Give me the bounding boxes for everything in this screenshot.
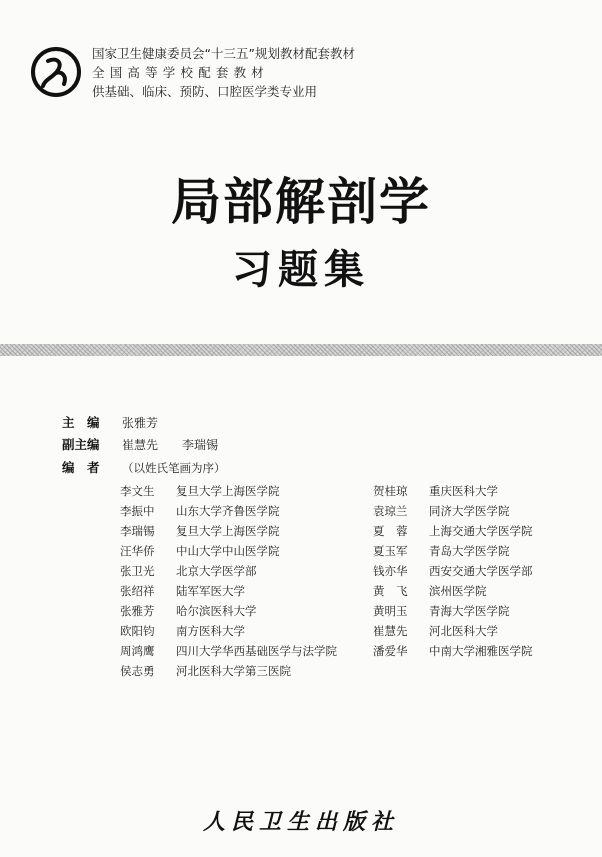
editor-name: 李振中	[120, 504, 155, 518]
editor-affiliation: 中山大学中山医学院	[176, 544, 280, 558]
editor-affiliation: 滨州医学院	[429, 584, 487, 598]
editor-affiliation: 同济大学医学院	[429, 504, 510, 518]
editor-affiliation: 北京大学医学部	[176, 564, 257, 578]
editors-order-note: （以姓氏笔画为序）	[121, 461, 226, 475]
editor-list-left	[120, 481, 337, 681]
series-line-2: 全国高等学校配套教材	[92, 65, 270, 80]
editor-list-right	[373, 481, 533, 661]
chief-editor-label: 主 编	[62, 415, 100, 430]
editor-entry	[120, 501, 337, 521]
editor-entry	[120, 661, 337, 681]
editor-name: 袁琼兰	[373, 504, 408, 518]
editor-affiliation: 中南大学湘雅医学院	[429, 644, 533, 658]
editor-affiliation: 山东大学齐鲁医学院	[176, 504, 280, 518]
editor-name: 李文生	[120, 484, 155, 498]
editors-row	[62, 458, 225, 476]
editor-entry	[120, 641, 337, 661]
editor-name: 侯志勇	[120, 664, 155, 678]
editor-affiliation: 青岛大学医学院	[429, 544, 510, 558]
editor-entry	[373, 641, 533, 661]
editor-name: 贺桂琼	[373, 484, 408, 498]
editor-affiliation: 复旦大学上海医学院	[176, 524, 280, 538]
associate-editor-name: 崔慧先	[121, 438, 158, 452]
editor-entry	[373, 521, 533, 541]
editor-name: 欧阳钧	[120, 624, 155, 638]
editor-affiliation: 陆军军医大学	[176, 584, 245, 598]
editor-affiliation: 青海大学医学院	[429, 604, 510, 618]
editor-entry	[120, 521, 337, 541]
editor-entry	[373, 561, 533, 581]
chief-editor-row	[62, 413, 158, 431]
editor-name: 张绍祥	[120, 584, 155, 598]
chief-editor-name: 张雅芳	[121, 416, 158, 430]
editor-affiliation: 重庆医科大学	[429, 484, 498, 498]
editor-entry	[120, 541, 337, 561]
series-line-1: 国家卫生健康委员会“十三五”规划教材配套教材	[92, 46, 355, 61]
editor-affiliation: 上海交通大学医学院	[429, 524, 533, 538]
editor-affiliation: 河北医科大学第三医院	[176, 664, 291, 678]
editor-affiliation: 复旦大学上海医学院	[176, 484, 280, 498]
editor-entry	[373, 541, 533, 561]
associate-editor-name: 李瑞锡	[181, 438, 218, 452]
editor-affiliation: 西安交通大学医学部	[429, 564, 533, 578]
editor-entry	[120, 561, 337, 581]
editor-entry	[120, 601, 337, 621]
editor-entry	[120, 581, 337, 601]
series-line-3: 供基础、临床、预防、口腔医学类专业用	[92, 84, 318, 99]
editor-entry	[373, 601, 533, 621]
series-header	[92, 44, 355, 101]
editor-name: 周鸿鹰	[120, 644, 155, 658]
editor-name: 潘爱华	[373, 644, 408, 658]
editor-affiliation: 河北医科大学	[429, 624, 498, 638]
editor-affiliation: 南方医科大学	[176, 624, 245, 638]
editor-name: 崔慧先	[373, 624, 408, 638]
editor-entry	[373, 501, 533, 521]
editor-entry	[373, 581, 533, 601]
editor-name: 夏 蓉	[373, 524, 408, 538]
editor-affiliation: 哈尔滨医科大学	[176, 604, 257, 618]
publisher-name: 人民卫生出版社	[202, 809, 399, 835]
editor-affiliation: 四川大学华西基础医学与法学院	[176, 644, 337, 658]
book-subtitle: 习题集	[232, 247, 370, 293]
editor-name: 夏玉军	[373, 544, 408, 558]
editor-name: 张雅芳	[120, 604, 155, 618]
editor-name: 钱亦华	[373, 564, 408, 578]
associate-editor-label: 副主编	[62, 437, 100, 452]
editor-entry	[120, 621, 337, 641]
publisher-emblem-icon	[30, 46, 82, 98]
editors-label: 编 者	[62, 460, 100, 475]
decorative-band	[0, 344, 602, 356]
editor-entry	[120, 481, 337, 501]
editor-name: 张卫光	[120, 564, 155, 578]
editor-entry	[373, 481, 533, 501]
associate-editor-row	[62, 435, 218, 453]
editor-name: 黄明玉	[373, 604, 408, 618]
editor-name: 李瑞锡	[120, 524, 155, 538]
editor-name: 汪华侨	[120, 544, 155, 558]
editor-name: 黄 飞	[373, 584, 408, 598]
book-title: 局部解剖学	[171, 173, 431, 231]
editor-entry	[373, 621, 533, 641]
